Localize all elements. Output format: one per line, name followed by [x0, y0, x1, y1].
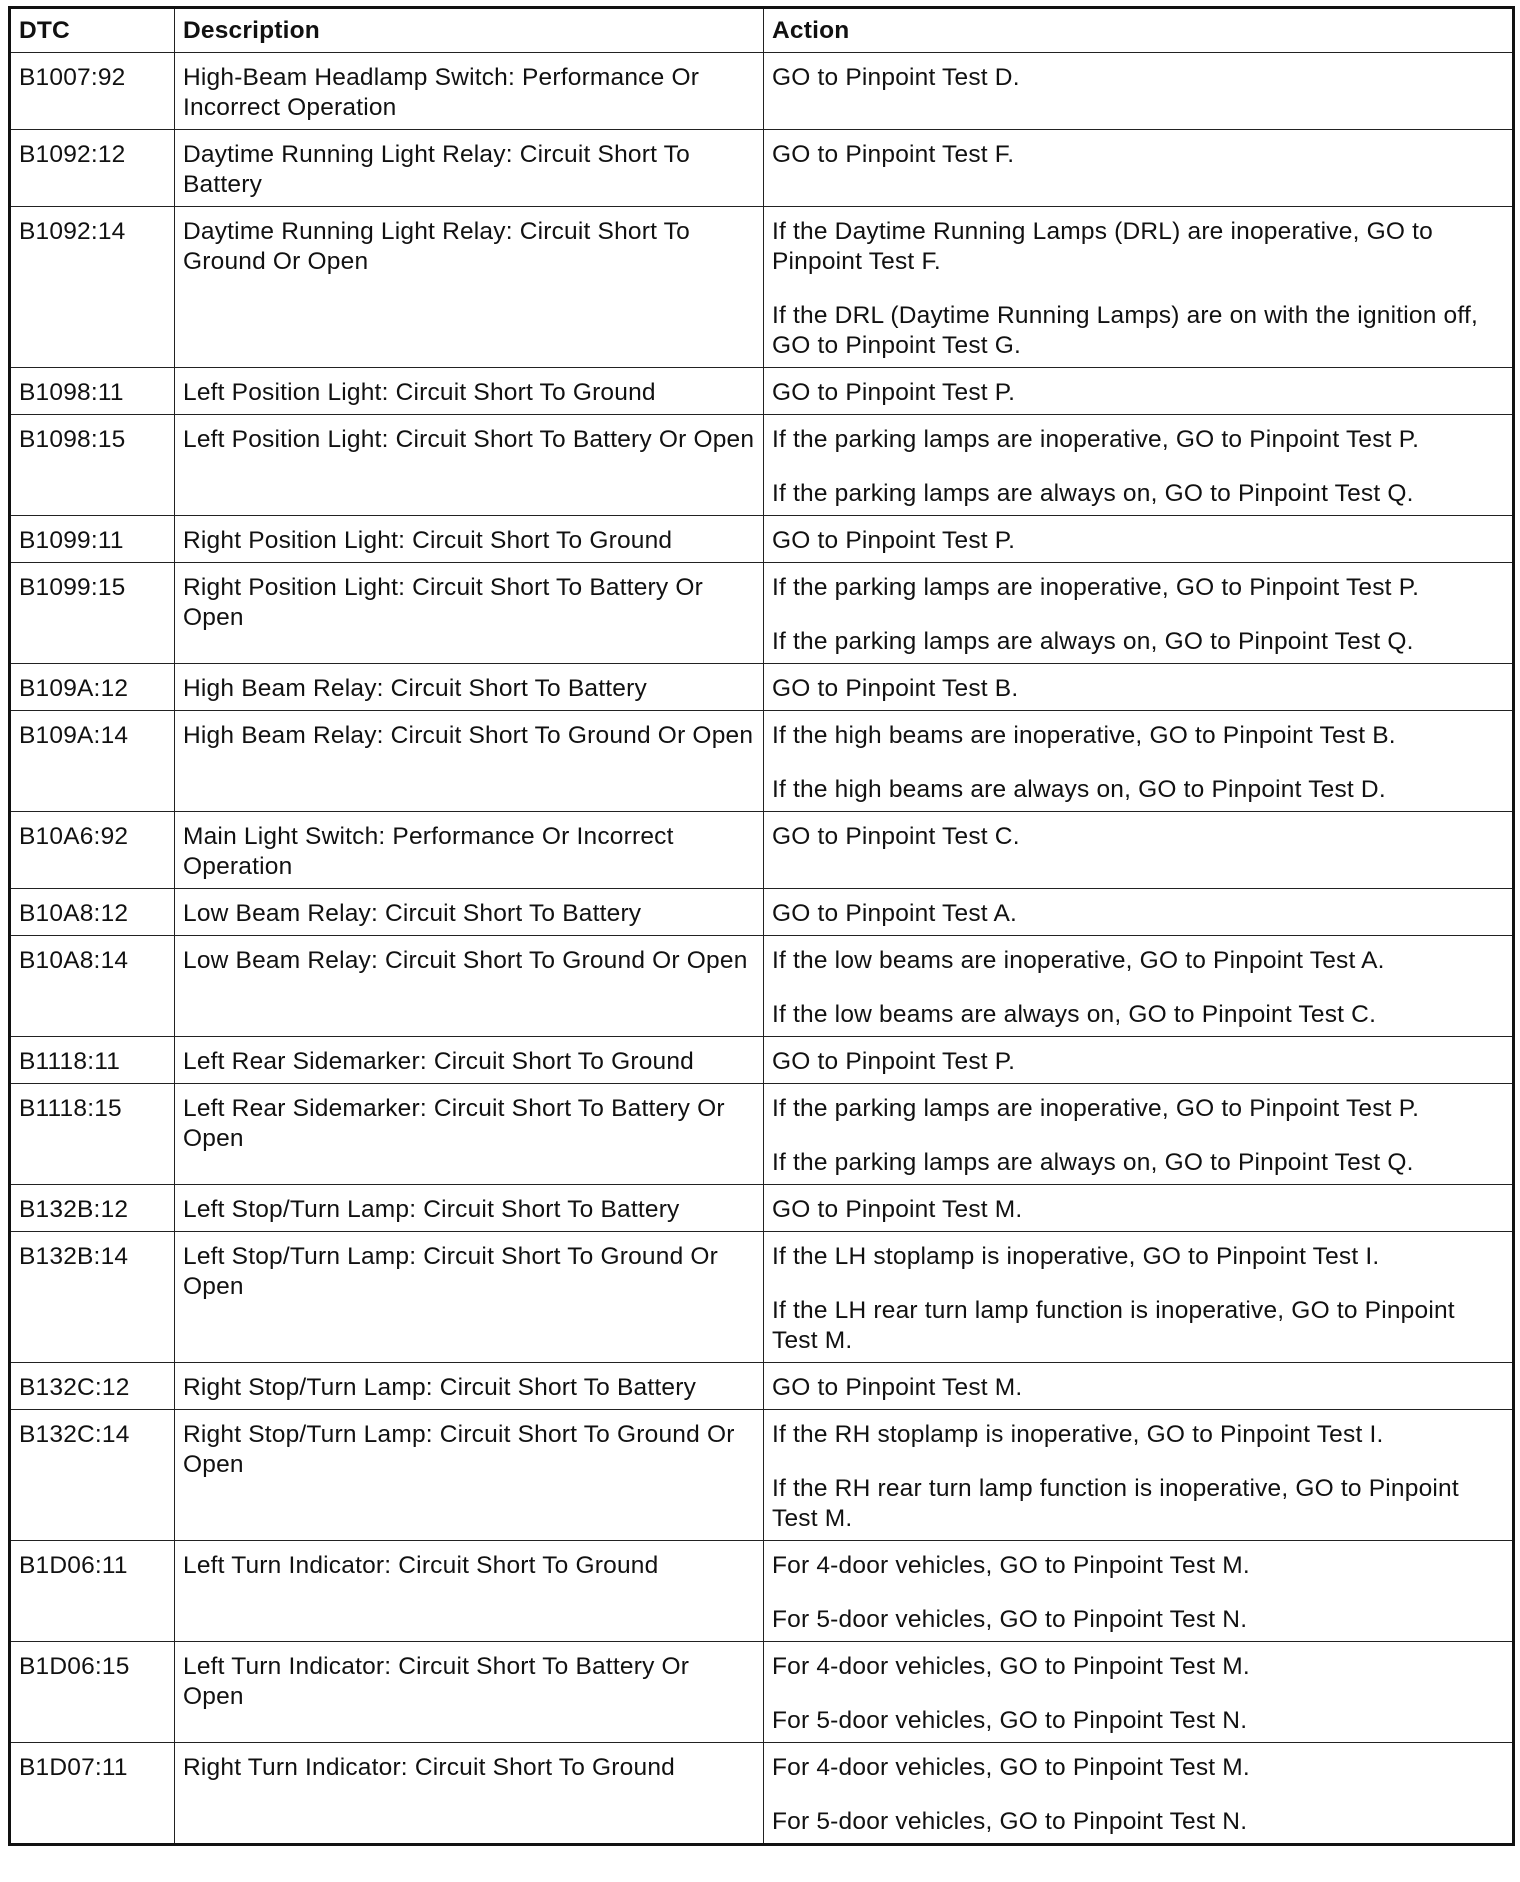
action-cell [764, 516, 1514, 563]
action-text: If the low beams are inoperative, GO to Pinpoint Test A. [772, 947, 1385, 974]
table-row [10, 711, 1514, 812]
action-cell [764, 1037, 1514, 1084]
action-cell [764, 889, 1514, 936]
action-text: GO to Pinpoint Test M. [772, 1374, 1023, 1401]
dtc-code-cell: B1D06:11 [10, 1541, 175, 1642]
action-text: GO to Pinpoint Test P. [772, 527, 1016, 554]
dtc-code-cell: B1D07:11 [10, 1743, 175, 1845]
dtc-code-cell: B1118:15 [10, 1084, 175, 1185]
description-cell: Left Rear Sidemarker: Circuit Short To Battery Or Open [175, 1084, 764, 1185]
action-text: GO to Pinpoint Test A. [772, 900, 1017, 927]
action-cell [764, 812, 1514, 889]
description-cell: Left Stop/Turn Lamp: Circuit Short To Ground Or Open [175, 1232, 764, 1363]
action-text: If the high beams are inoperative, GO to Pinpoint Test B. [772, 722, 1396, 749]
action-cell [764, 1541, 1514, 1642]
action-text: If the RH rear turn lamp function is inoperative, GO to Pinpoint Test M. [772, 1475, 1459, 1532]
dtc-code-cell: B132B:12 [10, 1185, 175, 1232]
table-row [10, 889, 1514, 936]
action-cell [764, 711, 1514, 812]
action-text: If the high beams are always on, GO to Pinpoint Test D. [772, 776, 1386, 803]
action-text: If the LH stoplamp is inoperative, GO to Pinpoint Test I. [772, 1243, 1380, 1270]
action-cell [764, 1363, 1514, 1410]
description-cell: Daytime Running Light Relay: Circuit Short To Ground Or Open [175, 207, 764, 368]
dtc-code-cell: B1007:92 [10, 53, 175, 130]
header-description: Description [175, 8, 764, 53]
action-cell [764, 1185, 1514, 1232]
description-cell: Left Rear Sidemarker: Circuit Short To Ground [175, 1037, 764, 1084]
dtc-code-cell: B1092:14 [10, 207, 175, 368]
dtc-code-cell: B1D06:15 [10, 1642, 175, 1743]
table-row [10, 664, 1514, 711]
action-cell [764, 207, 1514, 368]
table-row [10, 1410, 1514, 1541]
table-row [10, 516, 1514, 563]
action-text: If the DRL (Daytime Running Lamps) are on with the ignition off, GO to Pinpoint Test G. [772, 302, 1478, 359]
description-cell: Left Position Light: Circuit Short To Battery Or Open [175, 415, 764, 516]
dtc-table [8, 6, 1515, 1846]
action-cell [764, 664, 1514, 711]
action-cell [764, 415, 1514, 516]
action-text: If the parking lamps are inoperative, GO to Pinpoint Test P. [772, 1095, 1420, 1122]
description-cell: Low Beam Relay: Circuit Short To Battery [175, 889, 764, 936]
action-cell [764, 563, 1514, 664]
action-text: If the parking lamps are always on, GO to Pinpoint Test Q. [772, 480, 1414, 507]
action-text: GO to Pinpoint Test F. [772, 141, 1015, 168]
action-text: For 4-door vehicles, GO to Pinpoint Test M. [772, 1653, 1250, 1680]
table-row [10, 1037, 1514, 1084]
action-text: For 4-door vehicles, GO to Pinpoint Test M. [772, 1754, 1250, 1781]
action-text: If the parking lamps are always on, GO to Pinpoint Test Q. [772, 628, 1414, 655]
action-text: GO to Pinpoint Test P. [772, 1048, 1016, 1075]
action-text: GO to Pinpoint Test M. [772, 1196, 1023, 1223]
action-text: For 5-door vehicles, GO to Pinpoint Test N. [772, 1606, 1248, 1633]
description-cell: Left Position Light: Circuit Short To Ground [175, 368, 764, 415]
table-row [10, 1541, 1514, 1642]
action-text: If the parking lamps are inoperative, GO to Pinpoint Test P. [772, 574, 1420, 601]
dtc-code-cell: B109A:14 [10, 711, 175, 812]
description-cell: Left Turn Indicator: Circuit Short To Battery Or Open [175, 1642, 764, 1743]
table-row [10, 1232, 1514, 1363]
action-text: GO to Pinpoint Test D. [772, 64, 1020, 91]
action-text: GO to Pinpoint Test C. [772, 823, 1020, 850]
table-row [10, 1185, 1514, 1232]
dtc-code-cell: B1092:12 [10, 130, 175, 207]
table-row [10, 415, 1514, 516]
dtc-code-cell: B10A6:92 [10, 812, 175, 889]
dtc-code-cell: B132C:14 [10, 1410, 175, 1541]
dtc-code-cell: B132B:14 [10, 1232, 175, 1363]
dtc-code-cell: B1099:11 [10, 516, 175, 563]
action-text: If the parking lamps are always on, GO to Pinpoint Test Q. [772, 1149, 1414, 1176]
table-row [10, 53, 1514, 130]
dtc-code-cell: B1098:15 [10, 415, 175, 516]
dtc-code-cell: B109A:12 [10, 664, 175, 711]
table-row [10, 368, 1514, 415]
action-cell [764, 1743, 1514, 1845]
table-row [10, 1743, 1514, 1845]
description-cell: Left Turn Indicator: Circuit Short To Ground [175, 1541, 764, 1642]
action-text: For 5-door vehicles, GO to Pinpoint Test N. [772, 1707, 1248, 1734]
header-row [10, 8, 1514, 53]
action-text: If the LH rear turn lamp function is inoperative, GO to Pinpoint Test M. [772, 1297, 1455, 1354]
dtc-code-cell: B1099:15 [10, 563, 175, 664]
description-cell: High-Beam Headlamp Switch: Performance Or Incorrect Operation [175, 53, 764, 130]
description-cell: Right Stop/Turn Lamp: Circuit Short To Battery [175, 1363, 764, 1410]
description-cell: Left Stop/Turn Lamp: Circuit Short To Battery [175, 1185, 764, 1232]
action-cell [764, 368, 1514, 415]
action-cell [764, 1410, 1514, 1541]
action-cell [764, 1232, 1514, 1363]
action-cell [764, 130, 1514, 207]
header-dtc: DTC [10, 8, 175, 53]
table-row [10, 1363, 1514, 1410]
dtc-code-cell: B1118:11 [10, 1037, 175, 1084]
table-row [10, 936, 1514, 1037]
dtc-code-cell: B10A8:12 [10, 889, 175, 936]
table-body [10, 53, 1514, 1845]
action-text: GO to Pinpoint Test P. [772, 379, 1016, 406]
action-text: For 4-door vehicles, GO to Pinpoint Test M. [772, 1552, 1250, 1579]
table-row [10, 563, 1514, 664]
action-text: GO to Pinpoint Test B. [772, 675, 1019, 702]
dtc-code-cell: B10A8:14 [10, 936, 175, 1037]
description-cell: Right Position Light: Circuit Short To Ground [175, 516, 764, 563]
description-cell: High Beam Relay: Circuit Short To Ground Or Open [175, 711, 764, 812]
action-text: If the Daytime Running Lamps (DRL) are inoperative, GO to Pinpoint Test F. [772, 218, 1433, 275]
description-cell: Right Stop/Turn Lamp: Circuit Short To Ground Or Open [175, 1410, 764, 1541]
description-cell: Low Beam Relay: Circuit Short To Ground Or Open [175, 936, 764, 1037]
action-text: If the low beams are always on, GO to Pinpoint Test C. [772, 1001, 1377, 1028]
description-cell: Main Light Switch: Performance Or Incorrect Operation [175, 812, 764, 889]
description-cell: Right Turn Indicator: Circuit Short To Ground [175, 1743, 764, 1845]
action-cell [764, 1084, 1514, 1185]
action-text: If the RH stoplamp is inoperative, GO to Pinpoint Test I. [772, 1421, 1384, 1448]
dtc-code-cell: B132C:12 [10, 1363, 175, 1410]
description-cell: Daytime Running Light Relay: Circuit Short To Battery [175, 130, 764, 207]
header-action: Action [764, 8, 1514, 53]
table-row [10, 207, 1514, 368]
table-row [10, 1084, 1514, 1185]
action-cell [764, 1642, 1514, 1743]
dtc-code-cell: B1098:11 [10, 368, 175, 415]
action-cell [764, 936, 1514, 1037]
description-cell: Right Position Light: Circuit Short To Battery Or Open [175, 563, 764, 664]
action-text: If the parking lamps are inoperative, GO to Pinpoint Test P. [772, 426, 1420, 453]
table-header [10, 8, 1514, 53]
table-row [10, 1642, 1514, 1743]
action-cell [764, 53, 1514, 130]
table-row [10, 130, 1514, 207]
description-cell: High Beam Relay: Circuit Short To Battery [175, 664, 764, 711]
table-row [10, 812, 1514, 889]
action-text: For 5-door vehicles, GO to Pinpoint Test N. [772, 1808, 1248, 1835]
